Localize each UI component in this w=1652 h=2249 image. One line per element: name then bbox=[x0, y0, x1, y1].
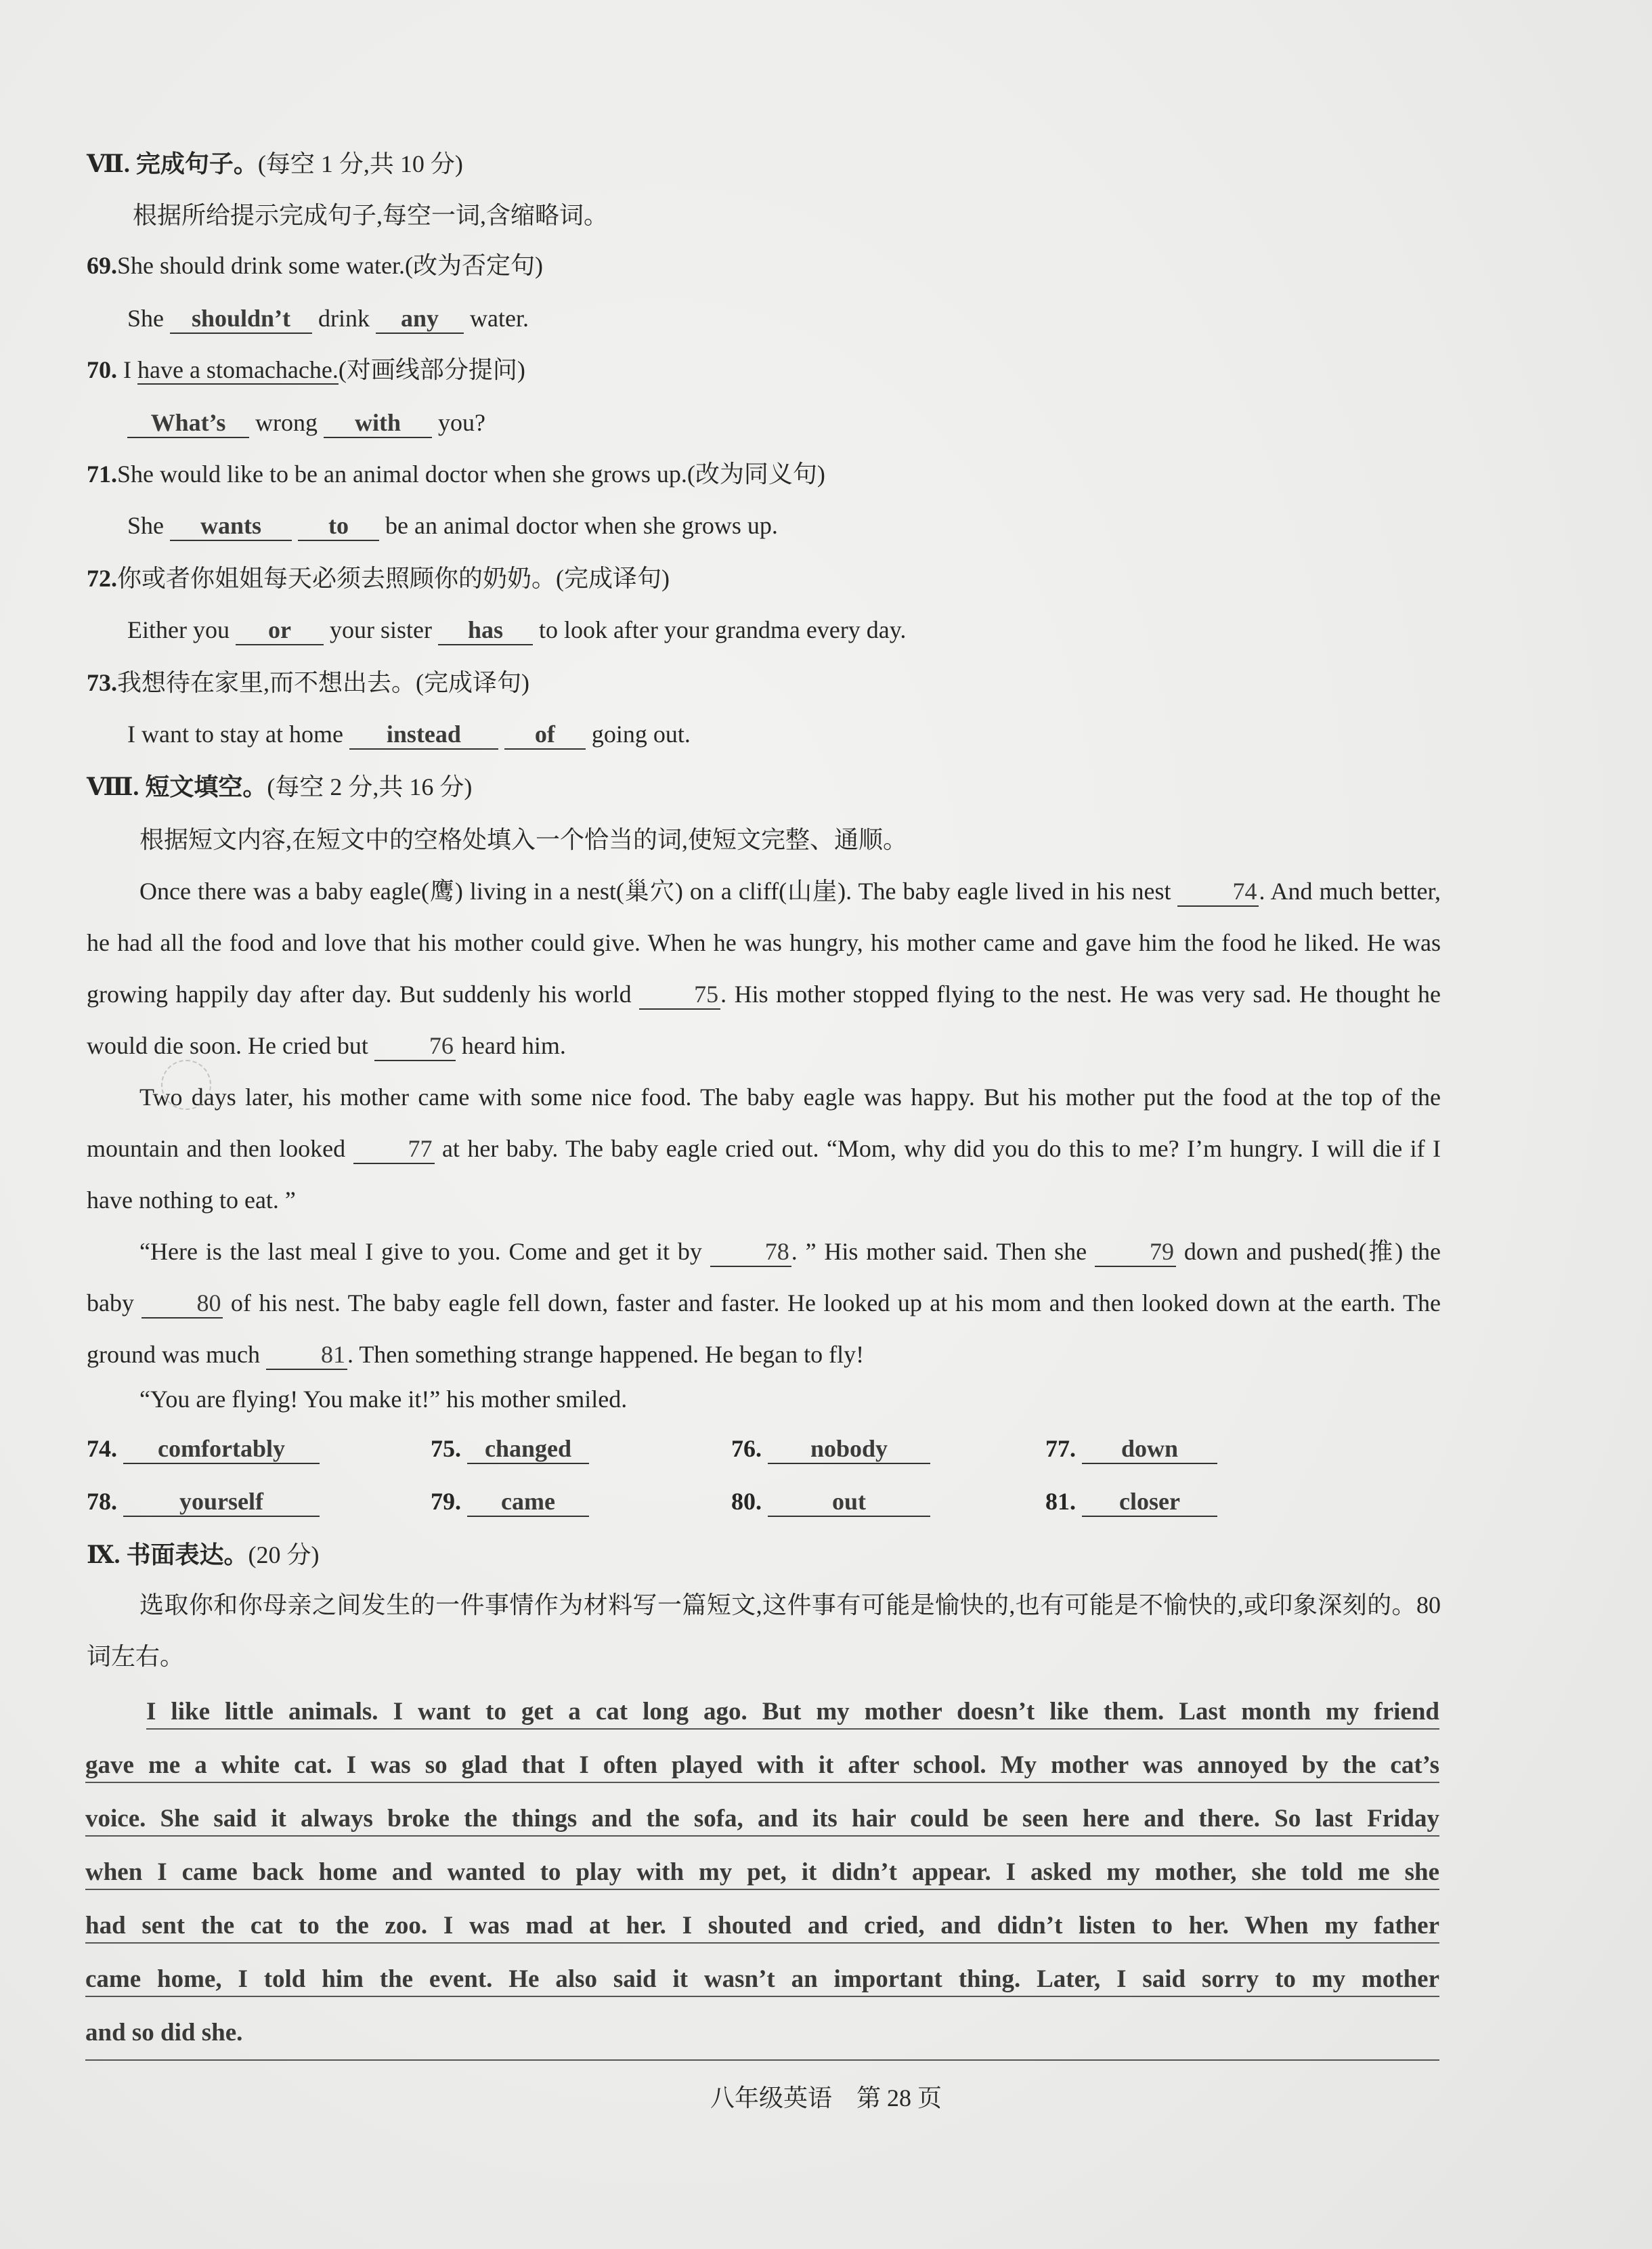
section-7-instruction: 根据所给提示完成句子,每空一词,含缩略词。 bbox=[133, 202, 609, 229]
essay-line: I like little animals. I want to get a cat long ago. But my mother doesn’t like them. Last month my friend bbox=[146, 1698, 1439, 1730]
q73-blank-2: of bbox=[504, 720, 586, 750]
q73-blank-1: instead bbox=[349, 720, 498, 750]
q73-prompt: 73.我想待在家里,而不想出去。(完成译句) bbox=[87, 669, 529, 696]
answer-80: 80. out bbox=[731, 1487, 930, 1517]
passage-blank-79: 79 bbox=[1095, 1237, 1176, 1267]
essay-answer bbox=[85, 1685, 1439, 2061]
q71-answer-line: She wants to be an animal doctor when she grows up. bbox=[127, 509, 778, 542]
q70-answer-line: What’s wrong with you? bbox=[127, 406, 485, 439]
q72-prompt: 72.你或者你姐姐每天必须去照顾你的奶奶。(完成译句) bbox=[87, 565, 670, 592]
q69-blank-2: any bbox=[376, 304, 464, 334]
passage-blank-80: 80 bbox=[142, 1289, 223, 1319]
section-7-note: (每空 1 分,共 10 分) bbox=[257, 150, 463, 177]
section-9-instruction: 选取你和你母亲之间发生的一件事情作为材料写一篇短文,这件事有可能是愉快的,也有可能是不愉快的,或印象深刻的。80 词左右。 bbox=[87, 1591, 1441, 1670]
passage-paragraph-2: Two days later, his mother came with some nice food. The baby eagle was happy. But his mother put the food at the top of the mountain and then looked 77 at her baby. The baby eagle cried out. “Mom, why did you do this to me? I’m hungry. I will die if I have nothing to eat. ” bbox=[87, 1084, 1441, 1214]
essay-line: gave me a white cat. I was so glad that I often played with it after school. My mother was annoyed by the cat’s bbox=[85, 1751, 1439, 1783]
section-7-title: Ⅶ. 完成句子。 bbox=[87, 150, 258, 177]
section-8-instruction: 根据短文内容,在短文中的空格处填入一个恰当的词,使短文完整、通顺。 bbox=[139, 826, 908, 853]
passage-paragraph-4: “You are flying! You make it!” his mother smiled. bbox=[139, 1386, 628, 1413]
q70-blank-1: What’s bbox=[127, 408, 249, 438]
answer-79: 79. came bbox=[431, 1487, 589, 1517]
q71-blank-2: to bbox=[298, 511, 379, 541]
answer-81: 81. closer bbox=[1045, 1487, 1217, 1517]
section-9-heading bbox=[87, 1539, 320, 1571]
essay-line: voice. She said it always broke the things and the sofa, and its hair could be seen here and there. So last Friday bbox=[85, 1805, 1439, 1837]
answer-78: 78. yourself bbox=[87, 1487, 320, 1517]
passage-blank-77: 77 bbox=[353, 1134, 435, 1164]
q69-prompt: 69.She should drink some water.(改为否定句) bbox=[87, 252, 543, 279]
section-8-heading bbox=[87, 771, 472, 803]
passage-blank-78: 78 bbox=[710, 1237, 791, 1267]
page-footer: 八年级英语 第 28 页 bbox=[710, 2084, 942, 2112]
passage-paragraph-3: “Here is the last meal I give to you. Come and get it by 78. ” His mother said. Then she 79 down and pushed(推) the baby 80 of his nest. The baby eagle fell down, faster and faster. He looked up at his mom and then looked down at the earth. The ground was much 81. Then something strange happened. He began to fly! bbox=[87, 1226, 1441, 1380]
passage-blank-75: 75 bbox=[639, 980, 720, 1010]
q70-blank-2: with bbox=[324, 408, 432, 438]
passage-blank-81: 81 bbox=[266, 1340, 347, 1370]
stamp-mark bbox=[161, 1060, 211, 1110]
q73-answer-line: I want to stay at home instead of going out. bbox=[127, 718, 691, 750]
essay-line: and so did she. bbox=[85, 2019, 243, 2047]
answer-75: 75. changed bbox=[431, 1434, 589, 1464]
passage-blank-74: 74 bbox=[1177, 877, 1259, 907]
answer-76: 76. nobody bbox=[731, 1434, 930, 1464]
section-7-heading bbox=[87, 148, 463, 180]
section-8-title: Ⅷ. 短文填空。 bbox=[87, 773, 267, 800]
essay-line: came home, I told him the event. He also said it wasn’t an important thing. Later, I said sorry to my mother bbox=[85, 1965, 1439, 1997]
q72-blank-1: or bbox=[236, 616, 324, 645]
essay-line: had sent the cat to the zoo. I was mad at her. I shouted and cried, and didn’t listen to her. When my father bbox=[85, 1912, 1439, 1944]
section-9-note: (20 分) bbox=[248, 1541, 320, 1568]
section-9-title: Ⅸ. 书面表达。 bbox=[87, 1541, 248, 1568]
q69-answer-line: She shouldn’t drink any water. bbox=[127, 302, 529, 335]
q71-prompt: 71.She would like to be an animal doctor when she grows up.(改为同义句) bbox=[87, 460, 825, 488]
essay-line: when I came back home and wanted to play with my pet, it didn’t appear. I asked my mother, she told me she bbox=[85, 1858, 1439, 1890]
q70-prompt: 70. I have a stomachache.(对画线部分提问) bbox=[87, 356, 525, 383]
passage-blank-76: 76 bbox=[374, 1031, 456, 1061]
section-8-note: (每空 2 分,共 16 分) bbox=[267, 773, 473, 800]
passage-paragraph-1: Once there was a baby eagle(鹰) living in a nest(巢穴) on a cliff(山崖). The baby eagle lived in his nest 74. And much better, he had all the food and love that his mother could give. When he was hungry, his mother came and gave him the food he liked. He was growing happily day after day. But suddenly his world 75. His mother stopped flying to the nest. He was very sad. He thought he would die soon. He cried but 76 heard him. bbox=[87, 865, 1441, 1071]
q72-answer-line: Either you or your sister has to look after your grandma every day. bbox=[127, 614, 906, 646]
q71-blank-1: wants bbox=[170, 511, 292, 541]
q70-underlined-text: have a stomachache. bbox=[137, 356, 339, 383]
q69-blank-1: shouldn’t bbox=[170, 304, 312, 334]
answer-77: 77. down bbox=[1045, 1434, 1217, 1464]
answer-74: 74. comfortably bbox=[87, 1434, 320, 1464]
q72-blank-2: has bbox=[438, 616, 533, 645]
